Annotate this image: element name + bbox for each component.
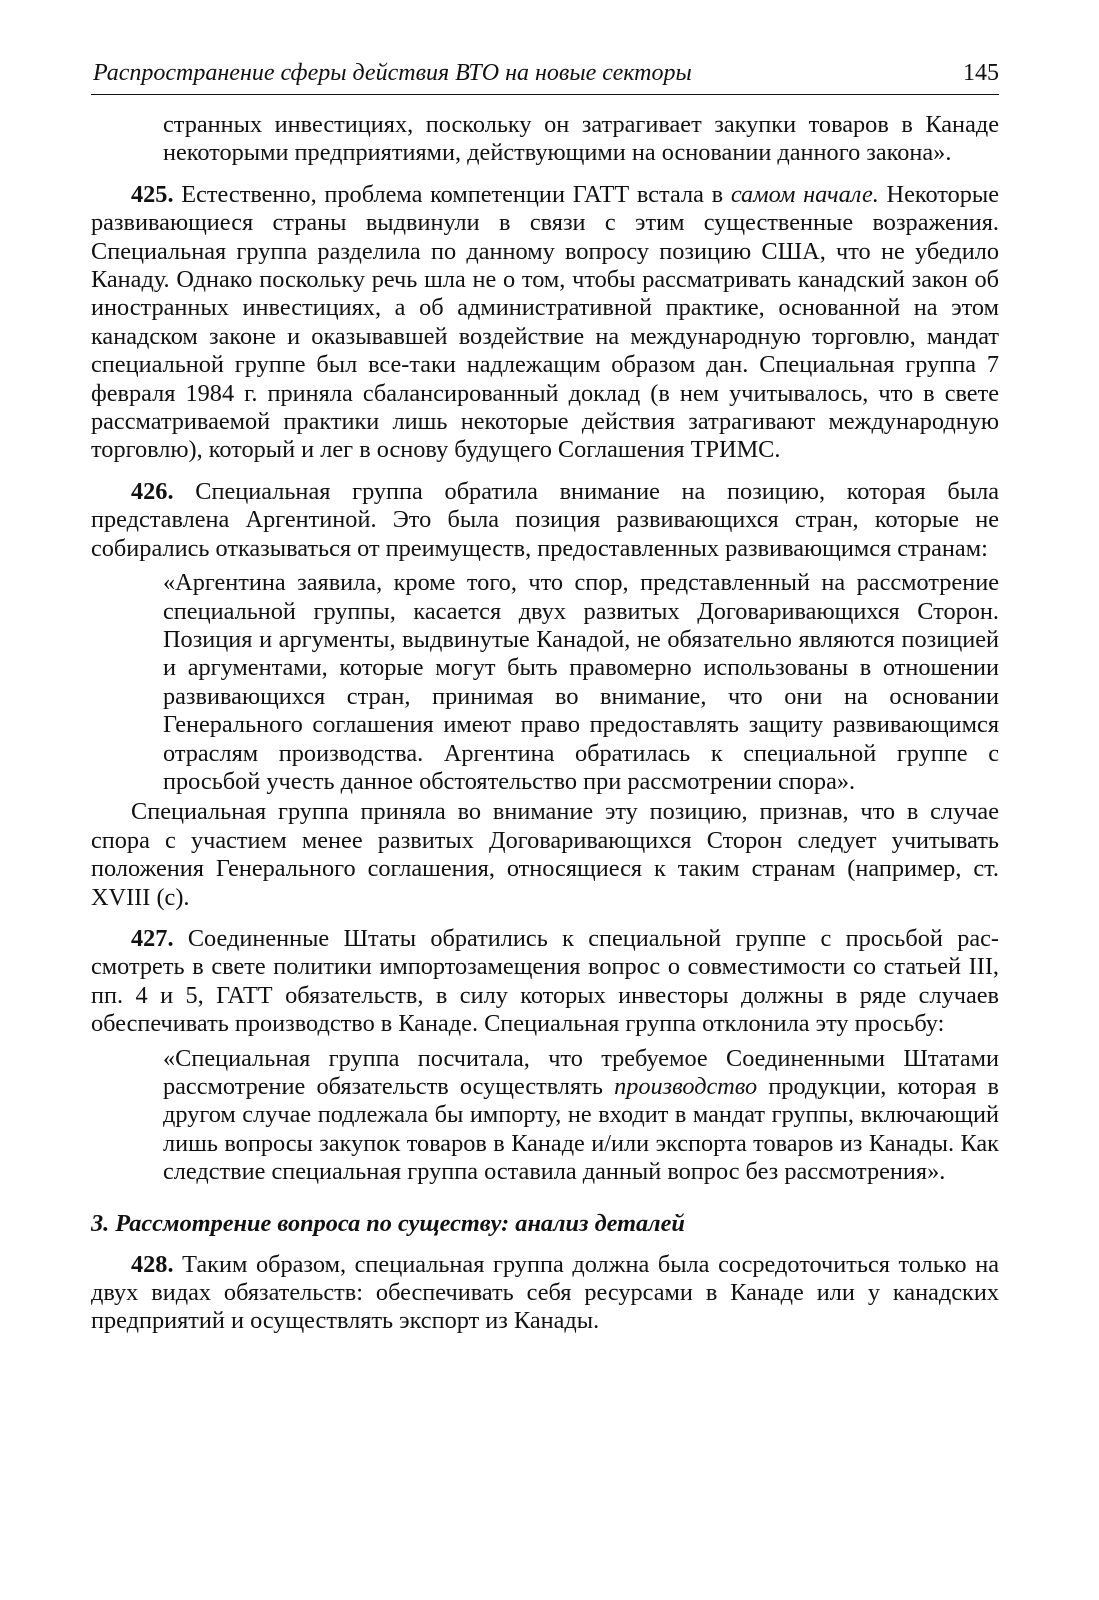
quote-text: продукции, которая в другом случае подлежала бы импорту, не входит в мандат группы, включающий лишь вопросы закупок товаров в Канаде и/или экспорта товаров из Канады. Как следствие специальная группа оставила данный вопрос без рассмотрения». (163, 1073, 999, 1186)
paragraph-text: Естественно, проблема компетенции ГАТТ встала в (173, 180, 731, 208)
paragraph-425 (91, 181, 999, 465)
paragraph-426-continuation: Специальная группа приняла во внимание эту позицию, признав, что в случае спора с участием менее развитых Договаривающихся Сторон следует учитывать положения Генерального соглашения, относящиеся к таким странам (например, ст. XVIII (c). (91, 798, 999, 911)
emphasis-text: самом начале. (730, 180, 879, 208)
paragraph-text: Некоторые развивающиеся страны выдвинули в связи с этим существенные возражения. Специальная группа разделила по данному вопросу позицию США, что не убедило Канаду. Однако поскольку речь шла не о том, чтобы рассматривать канадский закон об иностранных инвестициях, а об административной практике, основанной на этом канадском законе и оказывавшей воздействие на международную торговлю, мандат специальной группе был все-таки надлежащим образом дан. Специальная группа 7 февраля 1984 г. приняла сбалансированный доклад (в нем учитывалось, что в свете рассматриваемой практики лишь некоторые действия затрагивают международную торговлю), который и лег в основу будущего Соглашения ТРИМС. (91, 180, 999, 464)
paragraph-427 (91, 925, 999, 1039)
paragraph-number: 428. (131, 1250, 174, 1278)
paragraph-text: Специальная группа обратила внимание на позицию, которая была представлена Аргентиной. Это была позиция развивающихся стран, которые не собирались отказываться от преимуществ, предоставленных развивающимся странам: (91, 477, 999, 562)
quote-text: «Специальная группа посчитала, что требуемое Соединенными Штатами рассмотрение обязательств осуществлять (163, 1044, 999, 1100)
paragraph-number: 427. (131, 924, 174, 952)
body-text (91, 111, 999, 1336)
paragraph-428 (91, 1251, 999, 1336)
emphasis-text: производство (614, 1073, 758, 1100)
paragraph-426 (91, 478, 999, 563)
book-page (91, 58, 999, 1336)
paragraph-number: 425. (131, 180, 174, 208)
quote-continuation: странных инвестициях, поскольку он затрагивает закупки товаров в Канаде некоторыми предприятиями, действующими на основании данного закона». (163, 111, 999, 167)
paragraph-number: 426. (131, 477, 174, 505)
block-quote-argentina: «Аргентина заявила, кроме того, что спор, представленный на рассмотрение специальной группы, касается двух развитых Договаривающихся Сторон. Позиция и аргументы, выдвинутые Канадой, не обязательно являются позицией и аргументами, которые могут быть правомерно использованы в отношении развивающихся стран, принимая во внимание, что они на основании Генерального соглашения имеют право предоставлять защиту развивающимся отраслям производства. Аргентина обратилась к специальной группе с просьбой учесть данное обстоятельство при рассмотрении спора». (163, 569, 999, 795)
running-title: Распространение сферы действия ВТО на новые секторы (93, 60, 692, 86)
running-header (91, 58, 999, 95)
page-number: 145 (963, 60, 999, 86)
paragraph-text: Таким образом, специальная группа должна была сосредоточиться только на двух видах обязательств: обеспечивать себя ресурсами в Канаде или у канадских предприятий и осуществлять экспорт из Канады. (91, 1250, 999, 1335)
block-quote-panel (91, 1045, 999, 1187)
paragraph-text: Соединенные Штаты обратились к специальной группе с просьбой рассмотреть в свете политики импортозамещения вопрос о совместимости со статьей III, пп. 4 и 5, ГАТТ обязательств, в силу которых инвесторы должны в ряде случаев обеспечивать производство в Канаде. Специальная группа отклонила эту просьбу: (91, 924, 999, 1038)
section-heading: 3. Рассмотрение вопроса по существу: анализ деталей (91, 1209, 685, 1237)
